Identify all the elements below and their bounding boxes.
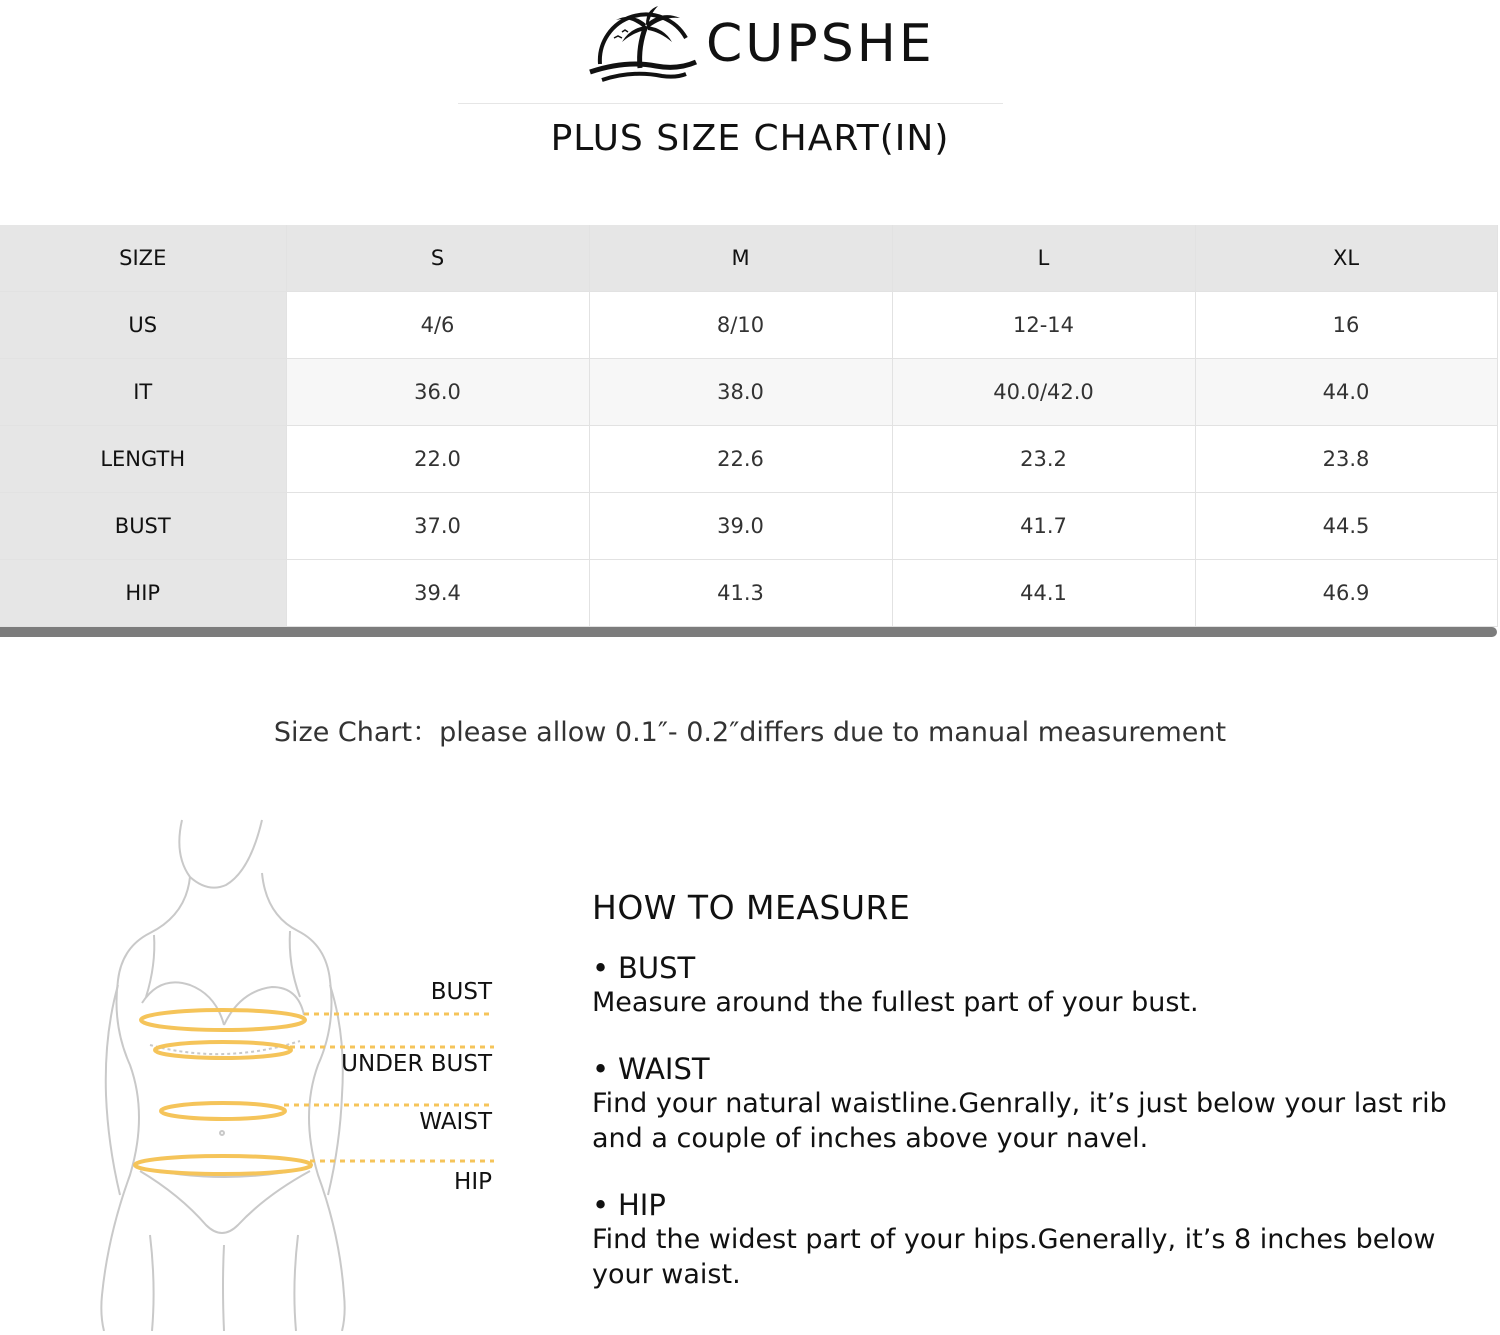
- bullet-icon: •: [592, 1188, 610, 1222]
- table-cell: 41.3: [589, 560, 892, 627]
- row-label: HIP: [0, 560, 286, 627]
- table-row: [0, 493, 1497, 560]
- measure-item-description: Find the widest part of your hips.Generally, it’s 8 inches below your waist.: [592, 1224, 1436, 1290]
- measurement-note: Size Chart：please allow 0.1″- 0.2″differs due to manual measurement: [273, 717, 1227, 748]
- size-chart-table: [0, 225, 1498, 627]
- bust-label: BUST: [430, 979, 492, 1005]
- table-cell: 23.8: [1195, 426, 1497, 493]
- table-cell: 44.5: [1195, 493, 1497, 560]
- table-cell: 16: [1195, 292, 1497, 359]
- table-cell: 37.0: [286, 493, 589, 560]
- column-header: XL: [1195, 225, 1497, 292]
- table-bottom-bar: [0, 627, 1497, 637]
- page-title: PLUS SIZE CHART(IN): [550, 118, 950, 159]
- measure-item-hip: [592, 1188, 1472, 1292]
- measure-item-bust: [592, 951, 1472, 1020]
- table-cell: 41.7: [892, 493, 1195, 560]
- table-cell: 23.2: [892, 426, 1195, 493]
- row-label: BUST: [0, 493, 286, 560]
- row-label: IT: [0, 359, 286, 426]
- hip-label: HIP: [454, 1169, 492, 1195]
- table-cell: 22.6: [589, 426, 892, 493]
- measure-item-name: BUST: [618, 951, 696, 985]
- row-label: US: [0, 292, 286, 359]
- table-cell: 4/6: [286, 292, 589, 359]
- measure-item-name: HIP: [618, 1188, 666, 1222]
- table-cell: 39.0: [589, 493, 892, 560]
- how-to-measure-title: HOW TO MEASURE: [592, 888, 911, 927]
- how-to-measure-section: [592, 888, 1472, 1324]
- measure-item-waist: [592, 1052, 1472, 1156]
- body-measurement-figure: [90, 815, 510, 1331]
- measure-item-description: Find your natural waistline.Genrally, it’s just below your last rib and a couple of inches above your navel.: [592, 1088, 1447, 1154]
- measure-item-name: WAIST: [618, 1052, 710, 1086]
- bullet-icon: •: [592, 1052, 610, 1086]
- brand-logo: [586, 2, 935, 86]
- under-bust-label: UNDER BUST: [341, 1051, 492, 1077]
- table-row: [0, 560, 1497, 627]
- row-label: LENGTH: [0, 426, 286, 493]
- table-row: [0, 359, 1497, 426]
- table-cell: 22.0: [286, 426, 589, 493]
- measure-item-description: Measure around the fullest part of your bust.: [592, 987, 1199, 1018]
- column-header: M: [589, 225, 892, 292]
- table-header-row: [0, 225, 1497, 292]
- table-cell: 44.1: [892, 560, 1195, 627]
- waist-label: WAIST: [419, 1109, 492, 1135]
- table-cell: 46.9: [1195, 560, 1497, 627]
- table-cell: 38.0: [589, 359, 892, 426]
- column-header: L: [892, 225, 1195, 292]
- table-cell: 8/10: [589, 292, 892, 359]
- table-row: [0, 292, 1497, 359]
- palm-tree-island-icon: [586, 2, 701, 86]
- table-row: [0, 426, 1497, 493]
- brand-name: CUPSHE: [706, 14, 935, 74]
- column-header: S: [286, 225, 589, 292]
- column-header: SIZE: [0, 225, 286, 292]
- title-divider: [458, 103, 1003, 104]
- table-cell: 36.0: [286, 359, 589, 426]
- table-cell: 44.0: [1195, 359, 1497, 426]
- table-cell: 39.4: [286, 560, 589, 627]
- table-cell: 40.0/42.0: [892, 359, 1195, 426]
- bullet-icon: •: [592, 951, 610, 985]
- table-cell: 12-14: [892, 292, 1195, 359]
